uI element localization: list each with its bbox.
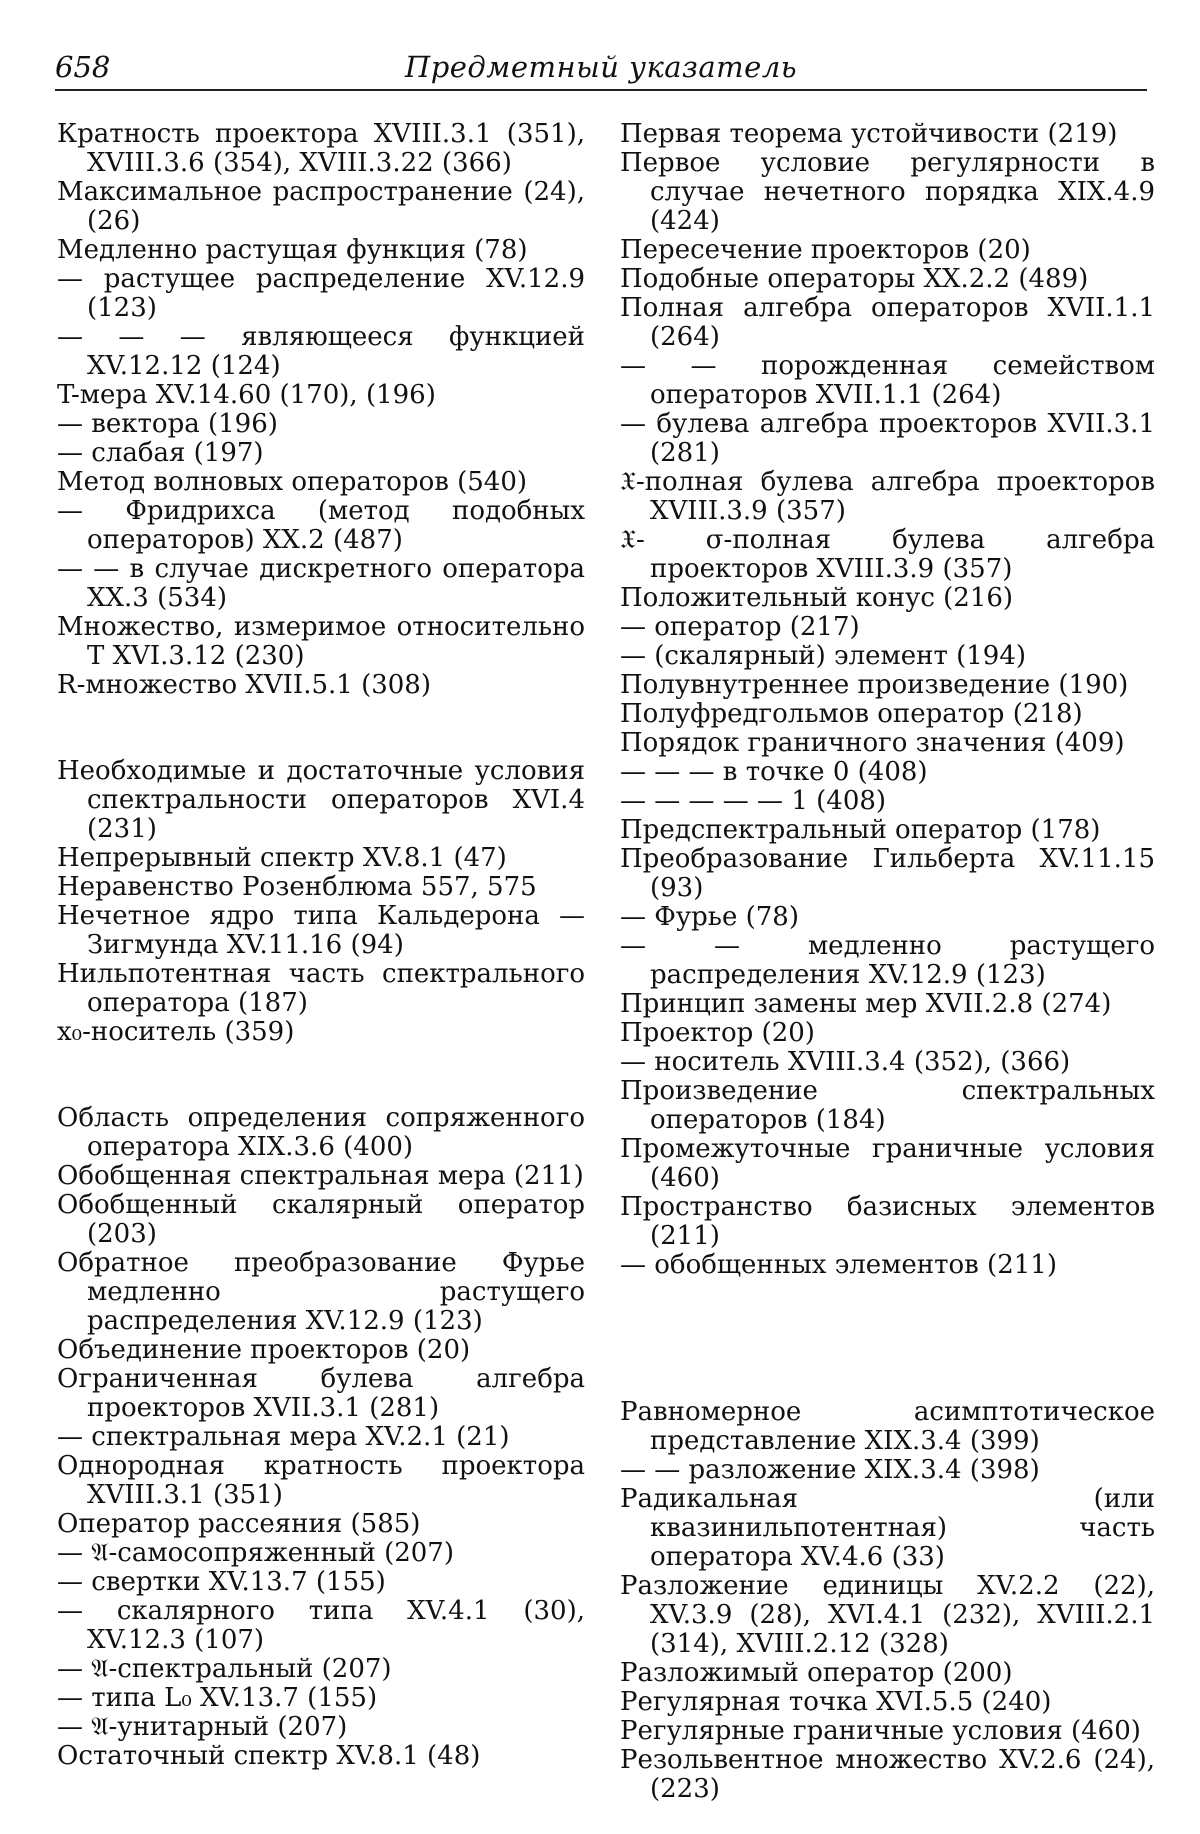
index-entry: Пересечение проекторов (20) [620,235,1031,265]
index-entry: — Фридрихса (метод подобных операторов) XX.2 (487) [57,496,585,555]
group-spacer [57,700,585,757]
index-entry: Остаточный спектр XV.8.1 (48) [57,1741,481,1771]
index-entry: Подобные операторы XX.2.2 (489) [620,264,1089,294]
index-group-n [57,757,585,1047]
index-entry: Регулярные граничные условия (460) [620,1716,1141,1746]
index-group-o [57,1104,585,1771]
index-entry: — скалярного типа XV.4.1 (30), XV.12.3 (107) [57,1596,585,1655]
index-entry: Максимальное распространение (24), (26) [57,177,585,236]
index-entry: Резольвентное множество XV.2.6 (24), (223) [620,1745,1155,1804]
index-entry: Регулярная точка XVI.5.5 (240) [620,1687,1052,1717]
index-entry: Положительный конус (216) [620,583,1014,613]
header-rule [55,89,1147,91]
index-entry: — — — — — 1 (408) [620,786,887,816]
index-entry: Обобщенный скалярный оператор (203) [57,1190,585,1249]
index-entry: Неравенство Розенблюма 557, 575 [57,872,537,902]
index-entry: Пространство базисных элементов (211) [620,1192,1155,1251]
group-spacer [620,1280,1155,1398]
index-entry: — оператор (217) [620,612,860,642]
index-entry: — слабая (197) [57,438,264,468]
index-entry: Медленно растущая функция (78) [57,235,528,265]
index-entry: Принцип замены мер XVII.2.8 (274) [620,989,1112,1019]
index-entry: Множество, измеримое относительно T XVI.3.12 (230) [57,612,585,671]
index-entry: Полуфредгольмов оператор (218) [620,699,1083,729]
index-entry: Объединение проекторов (20) [57,1335,471,1365]
index-entry: — типа L₀ XV.13.7 (155) [57,1683,378,1713]
index-entry: T-мера XV.14.60 (170), (196) [57,380,436,410]
index-entry: — обобщенных элементов (211) [620,1250,1057,1280]
index-column-right [620,120,1155,1804]
index-entry: — — разложение XIX.3.4 (398) [620,1455,1040,1485]
index-entry: — 𝔄-спектральный (207) [57,1654,392,1684]
group-spacer [57,1047,585,1104]
index-entry: — 𝔄-унитарный (207) [57,1712,348,1742]
index-entry: — растущее распределение XV.12.9 (123) [57,264,585,323]
index-group-k-m [57,120,585,700]
index-entry: Нечетное ядро типа Кальдерона — Зигмунда XV.11.16 (94) [57,901,585,960]
index-entry: — — — являющееся функцией XV.12.12 (124) [57,322,585,381]
page-header [55,50,1147,90]
index-entry: Необходимые и достаточные условия спектральности операторов XVI.4 (231) [57,756,585,844]
index-entry: Разложимый оператор (200) [620,1658,1013,1688]
index-entry: Область определения сопряженного оператора XIX.3.6 (400) [57,1103,585,1162]
index-entry: 𝔛-полная булева алгебра проекторов XVIII.3.9 (357) [620,467,1155,526]
index-entry: — 𝔄-самосопряженный (207) [57,1538,454,1568]
index-entry: Полувнутреннее произведение (190) [620,670,1129,700]
index-entry: Преобразование Гильберта XV.11.15 (93) [620,844,1155,903]
index-entry: Равномерное асимптотическое представление XIX.3.4 (399) [620,1397,1155,1456]
index-entry: — — порожденная семейством операторов XVII.1.1 (264) [620,351,1155,410]
index-entry: Первое условие регулярности в случае нечетного порядка XIX.4.9 (424) [620,148,1155,236]
index-entry: R-множество XVII.5.1 (308) [57,670,431,700]
index-entry: Порядок граничного значения (409) [620,728,1125,758]
index-entry: Предспектральный оператор (178) [620,815,1101,845]
index-entry: Обобщенная спектральная мера (211) [57,1161,584,1191]
index-entry: Метод волновых операторов (540) [57,467,528,497]
index-entry: Произведение спектральных операторов (184) [620,1076,1155,1135]
index-entry: — — в случае дискретного оператора XX.3 (534) [57,554,585,613]
index-entry: Оператор рассеяния (585) [57,1509,421,1539]
index-entry: — свертки XV.13.7 (155) [57,1567,386,1597]
index-entry: — — медленно растущего распределения XV.12.9 (123) [620,931,1155,990]
index-entry: — Фурье (78) [620,902,799,932]
index-entry: — булева алгебра проекторов XVII.3.1 (281) [620,409,1155,468]
index-entry: Проектор (20) [620,1018,815,1048]
index-entry: Промежуточные граничные условия (460) [620,1134,1155,1193]
index-entry: Непрерывный спектр XV.8.1 (47) [57,843,507,873]
index-group-r [620,1398,1155,1804]
index-entry: Нильпотентная часть спектрального оператора (187) [57,959,585,1018]
index-entry: — — — в точке 0 (408) [620,757,928,787]
index-entry: Ограниченная булева алгебра проекторов XVII.3.1 (281) [57,1364,585,1423]
index-entry: — (скалярный) элемент (194) [620,641,1027,671]
index-entry: Обратное преобразование Фурье медленно растущего распределения XV.12.9 (123) [57,1248,585,1336]
index-entry: 𝔛- σ-полная булева алгебра проекторов XVIII.3.9 (357) [620,525,1155,584]
page-number: 658 [55,50,111,84]
index-entry: Полная алгебра операторов XVII.1.1 (264) [620,293,1155,352]
index-entry: x₀-носитель (359) [57,1017,295,1047]
index-entry: — спектральная мера XV.2.1 (21) [57,1422,510,1452]
index-group-p [620,120,1155,1280]
running-title: Предметный указатель [404,50,798,84]
index-entry: — носитель XVIII.3.4 (352), (366) [620,1047,1071,1077]
index-entry: — вектора (196) [57,409,278,439]
index-entry: Однородная кратность проектора XVIII.3.1 (351) [57,1451,585,1510]
index-entry: Первая теорема устойчивости (219) [620,119,1118,149]
index-entry: Разложение единицы XV.2.2 (22), XV.3.9 (28), XVI.4.1 (232), XVIII.2.1 (314), XVIII.2.12 (328) [620,1571,1155,1659]
index-entry: Радикальная (или квазинильпотентная) часть оператора XV.4.6 (33) [620,1484,1155,1572]
index-entry: Кратность проектора XVIII.3.1 (351), XVIII.3.6 (354), XVIII.3.22 (366) [57,119,585,178]
index-column-left [57,120,585,1771]
